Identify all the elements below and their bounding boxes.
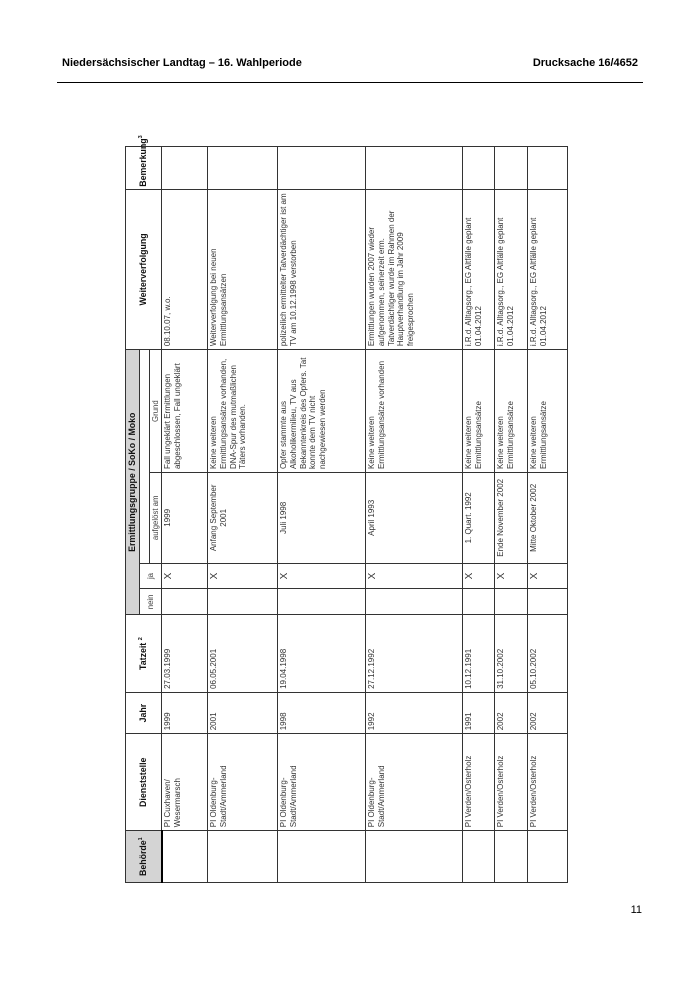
cell-nein [463, 589, 495, 615]
col-tatzeit-header: Tatzeit $^2$ [126, 615, 162, 693]
cell-bemerkung [366, 147, 463, 190]
cell-dienststelle: PI Verden/Osterholz [528, 734, 568, 831]
cell-behoerde [528, 831, 568, 883]
cell-behoerde [208, 831, 278, 883]
cell-grund: Keine weiteren Ermittlungsansätze vorhanden, DNA-Spur des mutmaßlichen Täters vorhanden. [208, 350, 278, 473]
table-row [528, 147, 568, 883]
cell-aufgeloest: Anfang September 2001 [208, 473, 278, 564]
table-container [125, 135, 554, 883]
cell-tatzeit: 05.10.2002 [528, 615, 568, 693]
cell-behoerde [278, 831, 366, 883]
cell-weiterverfolgung: i.R.d. Alltagsorg., EG Altfälle geplant 01.04.2012 [463, 189, 495, 349]
cell-ja: X [278, 563, 366, 589]
cell-weiterverfolgung: 08.10.07, w.o. [162, 189, 208, 349]
cell-tatzeit: 27.12.1992 [366, 615, 463, 693]
cell-bemerkung [208, 147, 278, 190]
col-dienststelle-header: Dienststelle [126, 734, 162, 831]
table-row [208, 147, 278, 883]
col-aufgeloest-header: aufgelöst am [149, 473, 162, 564]
cell-jahr: 2001 [208, 692, 278, 733]
table-row [278, 147, 366, 883]
cell-grund: Opfer stammte aus Alkoholikermilieu, TV aus Bekanntenkreis des Opfers. Tat konnte dem TV nicht nachgewiesen werden [278, 350, 366, 473]
cell-nein [208, 589, 278, 615]
cell-behoerde [495, 831, 528, 883]
col-bemerkung-header: Bemerkung$^3$ [126, 147, 162, 190]
cell-dienststelle: PI Oldenburg-Stadt/Ammerland [278, 734, 366, 831]
cell-nein [528, 589, 568, 615]
cell-grund: Keine weiteren Ermittlungsansätze [528, 350, 568, 473]
cell-weiterverfolgung: i.R.d. Alltagsorg., EG Altfälle geplant 01.04.2012 [528, 189, 568, 349]
col-spacer [139, 350, 149, 563]
col-grund-header: Grund [149, 350, 162, 473]
col-jahr-header: Jahr [126, 692, 162, 733]
cell-weiterverfolgung: Ermittlungen wurden 2007 wieder aufgenommen, seinerzeit erm. Tatverdächtiger wurde im Rahmen der Hauptverhandlung im Jahr 2009 freigesprochen [366, 189, 463, 349]
cell-bemerkung [162, 147, 208, 190]
cell-ja: X [528, 563, 568, 589]
table-row [366, 147, 463, 883]
cell-behoerde [463, 831, 495, 883]
rotated-table [125, 135, 554, 883]
cell-dienststelle: PI Verden/Osterholz [463, 734, 495, 831]
cell-jahr: 1999 [162, 692, 208, 733]
cell-ja: X [495, 563, 528, 589]
cell-tatzeit: 06.05.2001 [208, 615, 278, 693]
cell-nein [495, 589, 528, 615]
cell-grund: Keine weiteren Ermittlungsansätze [463, 350, 495, 473]
cell-tatzeit: 10.12.1991 [463, 615, 495, 693]
header-title: Niedersächsischer Landtag – 16. Wahlperiode [62, 57, 302, 69]
cell-tatzeit: 27.03.1999 [162, 615, 208, 693]
col-behoerde-header: Behörde$^1$ [126, 831, 162, 883]
cell-ja: X [208, 563, 278, 589]
table-row [463, 147, 495, 883]
page-number: 11 [630, 904, 642, 916]
cell-ja: X [162, 563, 208, 589]
cell-jahr: 1998 [278, 692, 366, 733]
cell-grund: Fall ungeklärt Ermittlungen abgeschlossen, Fall ungeklärt [162, 350, 208, 473]
cell-aufgeloest: April 1993 [366, 473, 463, 564]
cases-table [125, 135, 568, 883]
cell-nein [366, 589, 463, 615]
cell-weiterverfolgung: Weiterverfolgung bei neuen Ermittlungsansätzen [208, 189, 278, 349]
cell-jahr: 1991 [463, 692, 495, 733]
cell-tatzeit: 19.04.1998 [278, 615, 366, 693]
cell-aufgeloest: 1. Quart. 1992 [463, 473, 495, 564]
table-row [162, 147, 208, 883]
cell-behoerde [162, 831, 208, 883]
cell-bemerkung [463, 147, 495, 190]
cell-weiterverfolgung: i.R.d. Alltagsorg., EG Altfälle geplant 01.04.2012 [495, 189, 528, 349]
cell-dienststelle: PI Oldenburg-Stadt/Ammerland [366, 734, 463, 831]
cell-grund: Keine weiteren Ermittlungsansätze vorhanden [366, 350, 463, 473]
cell-dienststelle: PI Oldenburg-Stadt/Ammerland [208, 734, 278, 831]
cell-bemerkung [278, 147, 366, 190]
header-divider [57, 82, 643, 83]
cell-bemerkung [495, 147, 528, 190]
cell-nein [162, 589, 208, 615]
cell-aufgeloest: Mitte Oktober 2002 [528, 473, 568, 564]
cell-bemerkung [528, 147, 568, 190]
col-ja-header: ja [139, 563, 162, 589]
cell-jahr: 2002 [528, 692, 568, 733]
cell-ja: X [366, 563, 463, 589]
cell-behoerde [366, 831, 463, 883]
cell-tatzeit: 31.10.2002 [495, 615, 528, 693]
cell-aufgeloest: Juli 1998 [278, 473, 366, 564]
cell-jahr: 2002 [495, 692, 528, 733]
cell-ja: X [463, 563, 495, 589]
col-weiterverfolgung-header: Weiterverfolgung [126, 189, 162, 349]
cell-grund: Keine weiteren Ermittlungsansätze [495, 350, 528, 473]
cell-aufgeloest: Ende November 2002 [495, 473, 528, 564]
cell-dienststelle: PI Verden/Osterholz [495, 734, 528, 831]
cell-nein [278, 589, 366, 615]
cell-aufgeloest: 1999 [162, 473, 208, 564]
document-number: Drucksache 16/4652 [532, 57, 638, 69]
cell-dienststelle: PI Cuxhaven/ Wesermarsch [162, 734, 208, 831]
cell-weiterverfolgung: polizeilich ermittelter Tatverdächtiger ist am TV am 10.12.1998 verstorben [278, 189, 366, 349]
cell-jahr: 1992 [366, 692, 463, 733]
col-ermittlungsgruppe-header: Ermittlungsgruppe / SoKo / Moko [126, 350, 140, 615]
col-nein-header: nein [139, 589, 162, 615]
table-row [495, 147, 528, 883]
